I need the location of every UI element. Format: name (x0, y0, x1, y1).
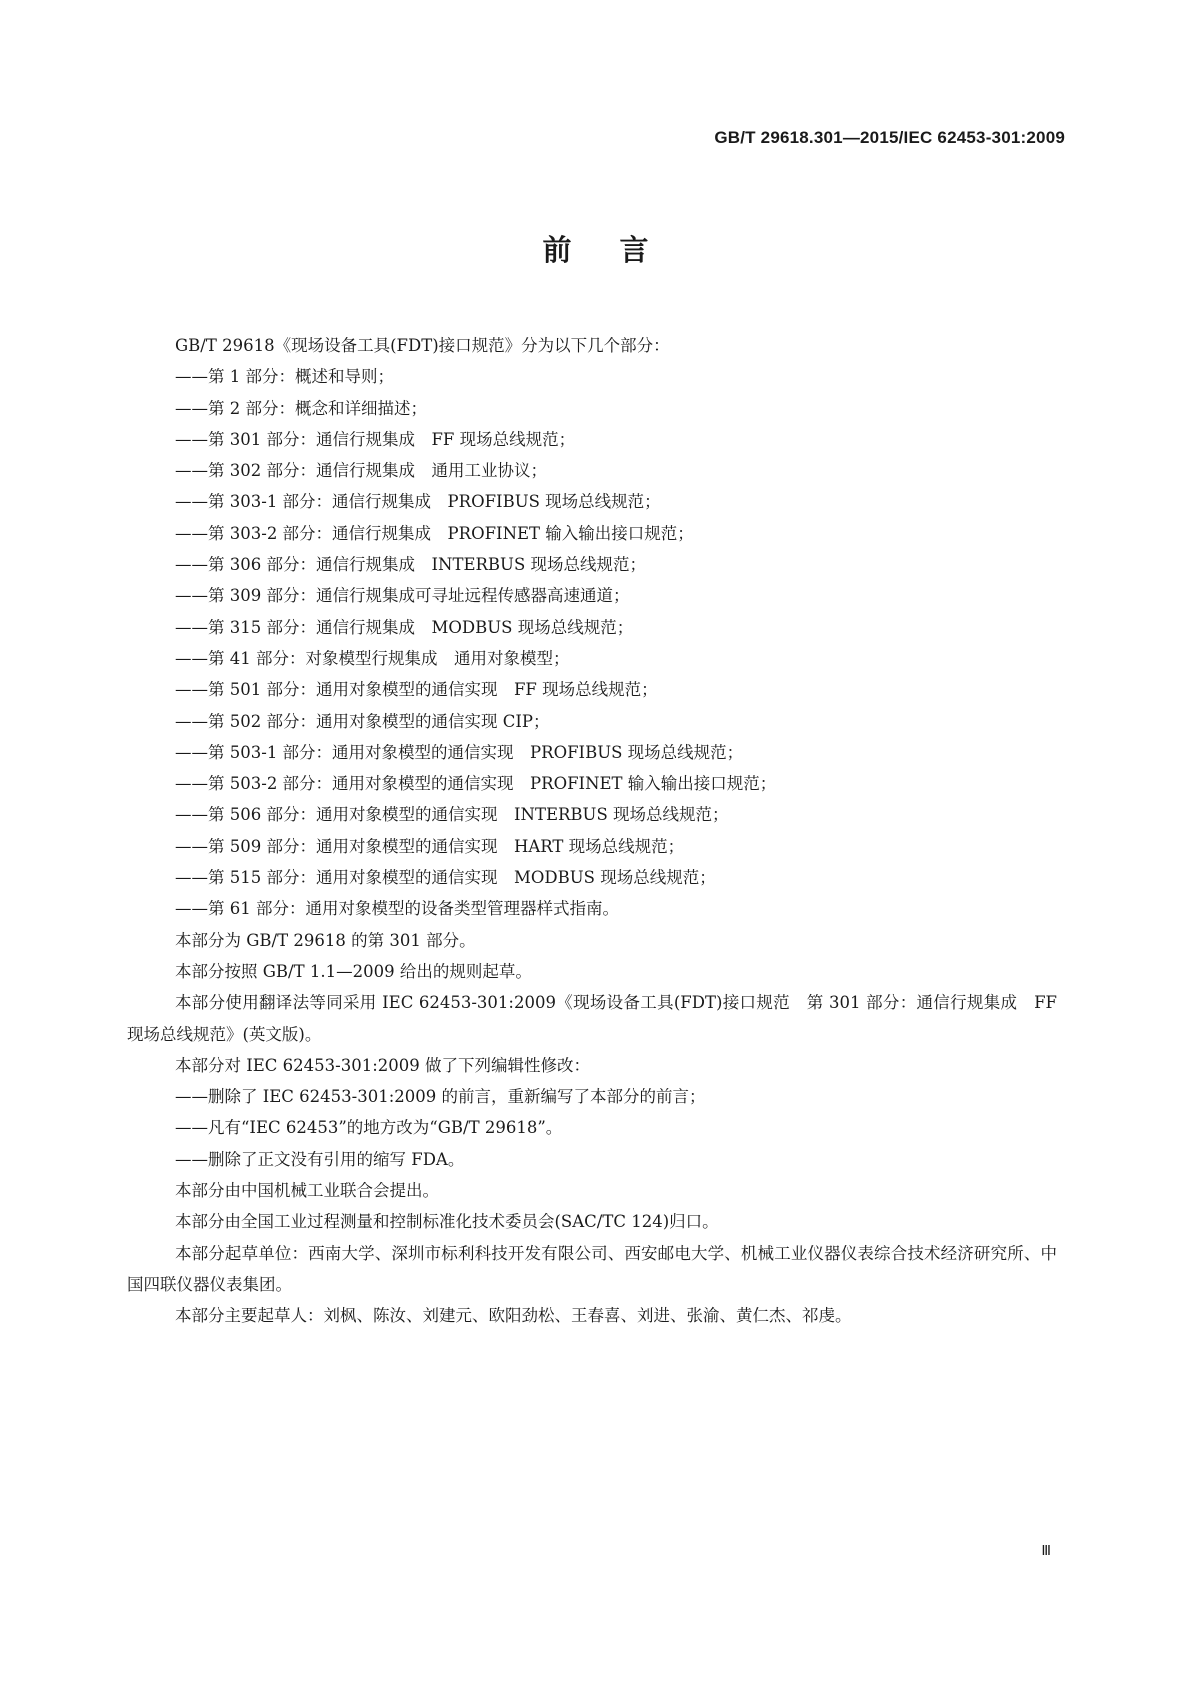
list-item: ——删除了 IEC 62453-301:2009 的前言，重新编写了本部分的前言； (175, 1087, 706, 1107)
paragraph: 本部分由中国机械工业联合会提出。 (175, 1181, 439, 1201)
list-item: ——第 303-1 部分：通信行规集成 PROFIBUS 现场总线规范； (175, 492, 661, 512)
list-item: ——第 501 部分：通用对象模型的通信实现 FF 现场总线规范； (175, 680, 658, 700)
list-item: ——凡有“IEC 62453”的地方改为“GB/T 29618”。 (175, 1118, 563, 1138)
foreword-body (127, 330, 1063, 1332)
page-title: 前言 (542, 233, 697, 267)
paragraph: GB/T 29618《现场设备工具(FDT)接口规范》分为以下几个部分： (175, 336, 670, 355)
list-item: ——第 41 部分：对象模型行规集成 通用对象模型； (175, 648, 570, 668)
paragraph: 本部分由全国工业过程测量和控制标准化技术委员会(SAC/TC 124)归口。 (175, 1212, 719, 1232)
list-item: ——第 503-1 部分：通用对象模型的通信实现 PROFIBUS 现场总线规范； (175, 742, 744, 762)
list-item: ——第 303-2 部分：通信行规集成 PROFINET 输入输出接口规范； (175, 523, 694, 543)
list-item: ——第 315 部分：通信行规集成 MODBUS 现场总线规范； (175, 617, 634, 637)
list-item: ——第 306 部分：通信行规集成 INTERBUS 现场总线规范； (175, 555, 646, 575)
standard-code-header: GB/T 29618.301—2015/IEC 62453-301:2009 (714, 128, 1065, 147)
paragraph: 本部分主要起草人：刘枫、陈汝、刘建元、欧阳劲松、王春喜、刘进、张渝、黄仁杰、祁虔。 (175, 1306, 852, 1326)
paragraph: 本部分按照 GB/T 1.1—2009 给出的规则起草。 (175, 961, 532, 981)
list-item: ——第 1 部分：概述和导则； (175, 367, 394, 387)
list-item: ——第 502 部分：通用对象模型的通信实现 CIP； (175, 711, 550, 731)
paragraph: 本部分为 GB/T 29618 的第 301 部分。 (175, 930, 476, 950)
list-item: ——第 309 部分：通信行规集成可寻址远程传感器高速通道； (175, 586, 630, 606)
list-item: ——第 61 部分：通用对象模型的设备类型管理器样式指南。 (175, 899, 619, 919)
list-item: ——第 515 部分：通用对象模型的通信实现 MODBUS 现场总线规范； (175, 868, 716, 888)
paragraph: 本部分起草单位：西南大学、深圳市标利科技开发有限公司、西安邮电大学、机械工业仪器仪表综合技术经济研究所、中国四联仪器仪表集团。 (127, 1243, 1057, 1294)
list-item: ——第 503-2 部分：通用对象模型的通信实现 PROFINET 输入输出接口规范； (175, 774, 777, 794)
list-item: ——第 509 部分：通用对象模型的通信实现 HART 现场总线规范； (175, 836, 685, 856)
list-item: ——删除了正文没有引用的缩写 FDA。 (175, 1149, 465, 1169)
list-item: ——第 302 部分：通信行规集成 通用工业协议； (175, 461, 547, 481)
paragraph: 本部分对 IEC 62453-301:2009 做了下列编辑性修改： (175, 1055, 591, 1075)
list-item: ——第 2 部分：概念和详细描述； (175, 398, 427, 418)
page-number: Ⅲ (1041, 1544, 1051, 1559)
paragraph: 本部分使用翻译法等同采用 IEC 62453-301:2009《现场设备工具(FDT)接口规范 第 301 部分：通信行规集成 FF 现场总线规范》(英文版)。 (127, 993, 1063, 1044)
list-item: ——第 506 部分：通用对象模型的通信实现 INTERBUS 现场总线规范； (175, 805, 729, 825)
list-item: ——第 301 部分：通信行规集成 FF 现场总线规范； (175, 429, 576, 449)
